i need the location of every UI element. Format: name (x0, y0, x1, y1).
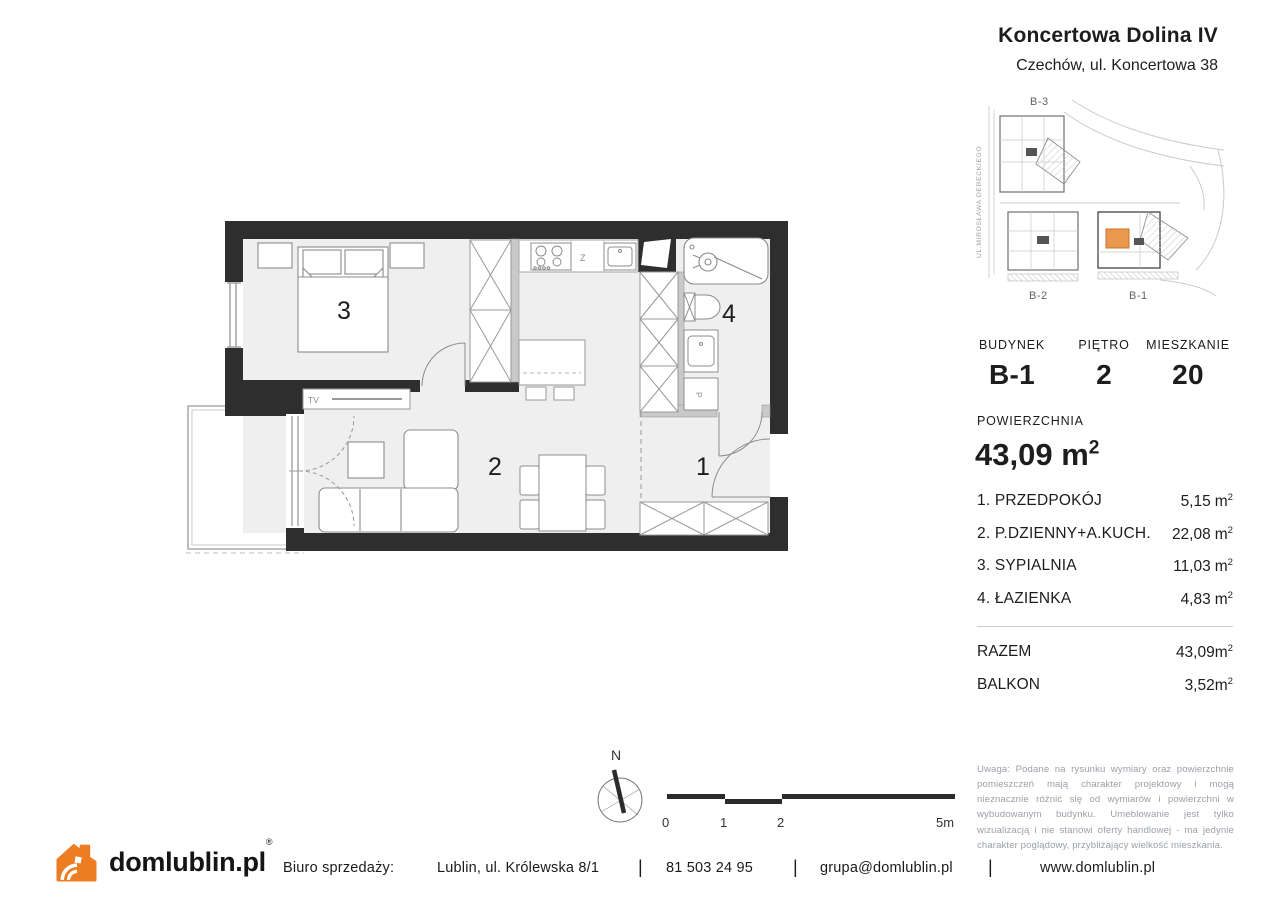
tv-cabinet (303, 389, 410, 409)
room-label-living: 2 (488, 453, 502, 481)
scale-tick-1: 1 (720, 815, 728, 830)
project-subtitle: Czechów, ul. Koncertowa 38 (1016, 57, 1218, 74)
map-label-b1: B-1 (1129, 290, 1148, 302)
total-area: $43,09m^2$ (1175, 643, 1233, 662)
registered-mark: ® (265, 836, 273, 847)
room-area: 11,03 $m^2$ (1173, 557, 1233, 576)
building-b3 (1000, 116, 1080, 192)
floor-value: 2 (1096, 359, 1112, 390)
dining-set (520, 455, 605, 531)
total-name: RAZEM (977, 643, 1032, 660)
brand-name: domlublin.pl® (109, 836, 273, 877)
room-row (977, 492, 1233, 525)
room-label-hall: 1 (696, 453, 710, 481)
total-row (977, 643, 1233, 676)
balcony-area: $3,52m^2$ (1184, 675, 1233, 694)
room-name: 1. PRZEDPOKÓJ (977, 492, 1102, 509)
sink-zone-label: Z (580, 253, 586, 263)
bathtub (684, 238, 768, 284)
coffee-table (348, 442, 384, 478)
room-row (977, 525, 1233, 558)
sales-office-label: Biuro sprzedaży: (283, 860, 395, 876)
scale-tick-2: 2 (777, 815, 785, 830)
disclaimer-note: Uwaga: Podane na rysunku wymiary oraz powierzchnie pomieszczeń mają charakter projektowy i mogą nieznacznie różnić się od wymiarów i powierzchni w wybudowanym budynku. Umeblowanie jest tylko wizualizacją i nie stanowi oferty handlowej - ma jedynie charakter poglądowy, przybliżający wielkość mieszkania. (977, 764, 1234, 851)
room-list (977, 492, 1233, 708)
scale-tick-5m: 5m (936, 815, 955, 830)
website-url[interactable]: www.domlublin.pl (1040, 860, 1156, 876)
apartment-value: 20 (1172, 359, 1204, 390)
room-row (977, 590, 1233, 623)
total-area-value: 43,09 $m^2$ (975, 437, 1100, 472)
footer (0, 838, 1280, 900)
room-label-bathroom: 4 (722, 300, 736, 328)
site-map (976, 96, 1224, 302)
street-label: UL.MIROSŁAWA DERECKIEGO (976, 145, 983, 258)
unit-summary (952, 338, 1237, 400)
room-area: 22,08 $m^2$ (1171, 524, 1233, 543)
cooktop (531, 243, 571, 270)
room-name: 2. P.DZIENNY+A.KUCH. (977, 524, 1151, 542)
balcony-row (977, 676, 1233, 709)
washbasin (684, 330, 718, 372)
phone-number[interactable]: 81 503 24 95 (666, 860, 754, 876)
entrance-door-opening (770, 434, 788, 497)
email-address[interactable]: grupa@domlublin.pl (820, 860, 953, 876)
building-b1 (1098, 212, 1188, 279)
list-divider (977, 626, 1233, 627)
hall-wardrobe (640, 502, 768, 535)
footer-separator: | (988, 857, 993, 877)
room-area: 4,83 $m^2$ (1180, 589, 1233, 608)
unit-floor (1074, 338, 1134, 391)
room-name: 4. ŁAZIENKA (977, 589, 1072, 607)
map-label-b2: B-2 (1029, 290, 1048, 302)
project-header (998, 24, 1218, 75)
footer-separator: | (638, 857, 643, 877)
floor-label: PIĘTRO (1078, 338, 1130, 352)
bedroom-wardrobe (470, 240, 511, 382)
kitchen-sink (604, 243, 636, 270)
room-name: 3. SYPIALNIA (977, 557, 1077, 574)
building-label: BUDYNEK (978, 338, 1046, 352)
footer-separator: | (793, 857, 798, 877)
toilet (684, 293, 720, 321)
apartment-label: MIESZKANIE (1146, 338, 1230, 352)
washer-label: P (694, 392, 704, 398)
tv-label: TV (308, 395, 319, 405)
building-b2 (1008, 212, 1078, 281)
room-row (977, 557, 1233, 590)
building-value: B-1 (988, 359, 1036, 390)
brand-logo (55, 836, 273, 882)
utility-shaft (638, 236, 676, 272)
balcony-name: BALKON (977, 675, 1040, 693)
hall-column-wardrobe (640, 272, 678, 412)
map-label-b3: B-3 (1030, 96, 1049, 108)
highlighted-unit (1106, 229, 1129, 248)
project-title: Koncertowa Dolina IV (998, 24, 1218, 47)
total-area-label: POWIERZCHNIA (977, 414, 1084, 428)
floor-plan (186, 221, 788, 553)
room-area: 5,15 $m^2$ (1180, 492, 1233, 511)
unit-building (962, 338, 1062, 391)
bedroom-window-opening (225, 282, 243, 348)
scale-tick-0: 0 (662, 815, 670, 830)
office-address: Lublin, ul. Królewska 8/1 (437, 860, 600, 876)
north-label: N (611, 747, 622, 763)
house-logo-icon (55, 842, 99, 882)
unit-apartment (1138, 338, 1238, 391)
compass (598, 747, 642, 822)
scale-bar (662, 794, 955, 830)
room-label-bedroom: 3 (337, 297, 351, 325)
